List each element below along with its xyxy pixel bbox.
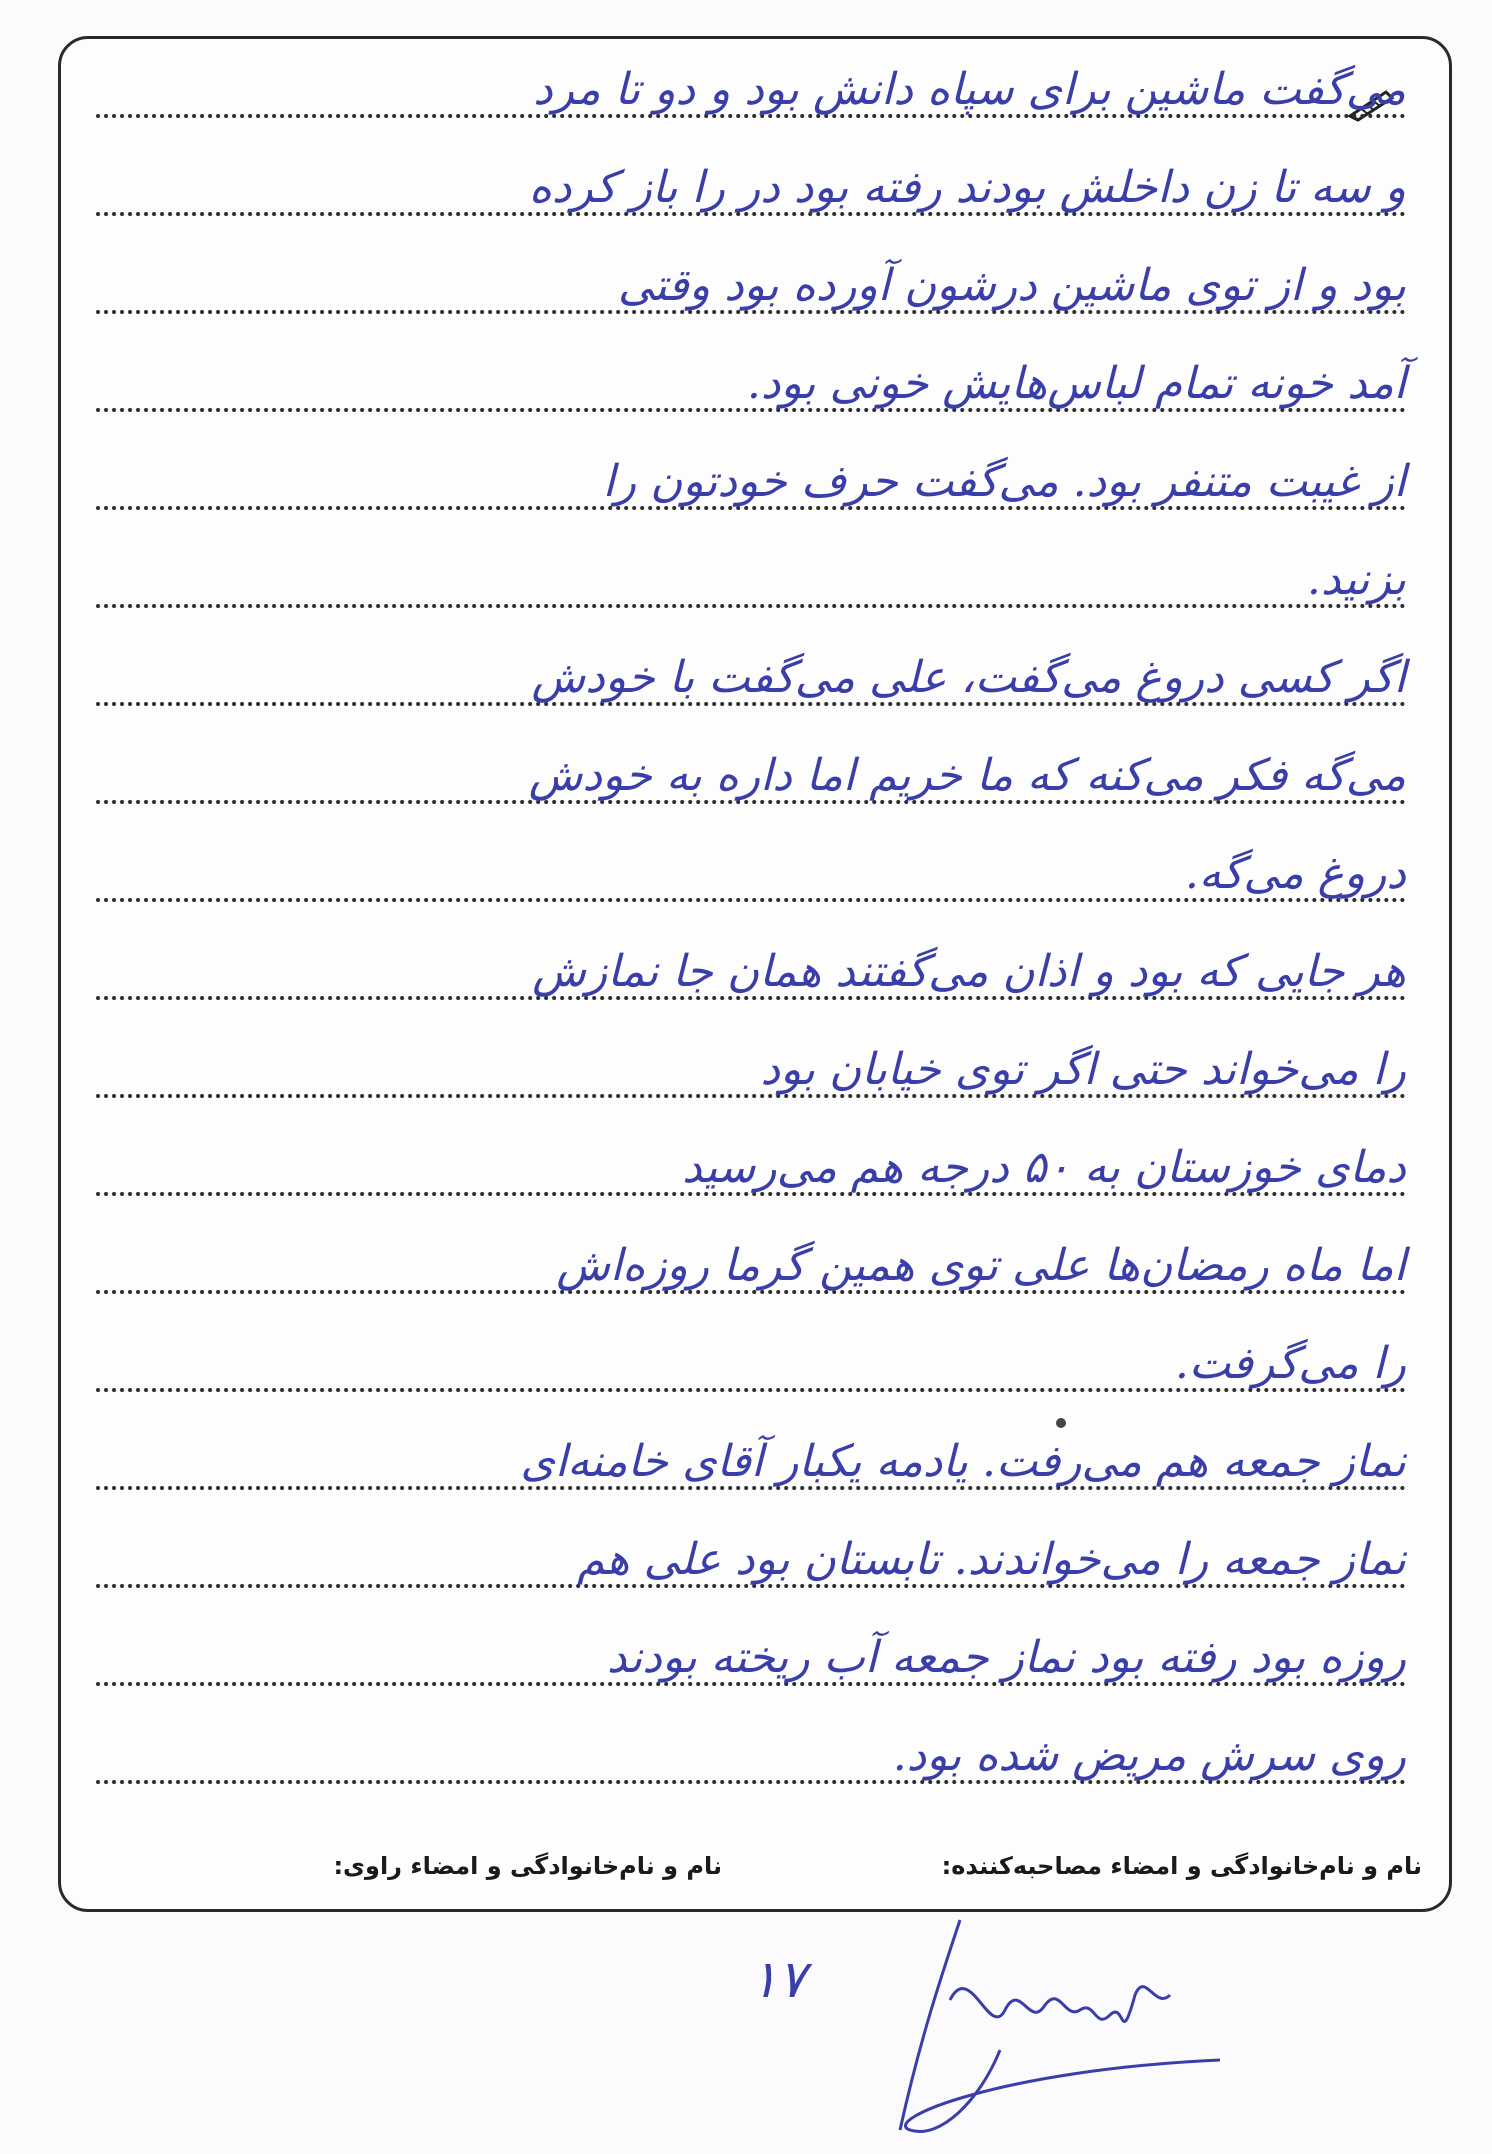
- handwritten-line: دمای خوزستان به ۵۰ درجه هم می‌رسید: [682, 1142, 1406, 1193]
- handwritten-line: را می‌خواند حتی اگر توی خیابان بود: [760, 1044, 1406, 1095]
- text-line: [96, 1420, 1406, 1500]
- text-line: [96, 930, 1406, 1010]
- handwritten-line: می‌گه فکر می‌کنه که ما خریم اما داره به خودش: [528, 750, 1406, 801]
- text-line: [96, 48, 1406, 128]
- text-line: [96, 1714, 1406, 1794]
- handwritten-line: بزنید.: [1306, 554, 1406, 605]
- narrator-signature-label: نام و نام‌خانوادگی و امضاء راوی:: [333, 1852, 722, 1880]
- handwritten-line: اگر کسی دروغ می‌گفت، علی می‌گفت با خودش: [531, 652, 1406, 703]
- text-line: [96, 244, 1406, 324]
- handwritten-line: روی سرش مریض شده بود.: [892, 1730, 1406, 1781]
- handwritten-line: اما ماه رمضان‌ها علی توی همین گرما روزه‌اش: [556, 1240, 1406, 1291]
- handwritten-line: نماز جمعه را می‌خواندند. تابستان بود علی هم: [577, 1534, 1406, 1585]
- text-line: [96, 734, 1406, 814]
- text-line: [96, 1028, 1406, 1108]
- handwritten-line: نماز جمعه هم می‌رفت. یادمه یکبار آقای خامنه‌ای: [520, 1436, 1406, 1487]
- handwritten-line: و سه تا زن داخلش بودند رفته بود در را باز کرده: [528, 162, 1406, 213]
- handwritten-line: روزه بود رفته بود نماز جمعه آب ریخته بودند: [606, 1632, 1406, 1683]
- text-line: [96, 146, 1406, 226]
- text-line: [96, 342, 1406, 422]
- text-line: [96, 1322, 1406, 1402]
- handwritten-line: آمد خونه تمام لباس‌هایش خونی بود.: [746, 358, 1406, 409]
- text-line: [96, 538, 1406, 618]
- handwritten-line: دروغ می‌گه.: [1184, 848, 1406, 899]
- text-line: [96, 1616, 1406, 1696]
- handwritten-line: بود و از توی ماشین درشون آورده بود وقتی: [617, 260, 1406, 311]
- interviewer-signature-label: نام و نام‌خانوادگی و امضاء مصاحبه‌کننده:: [941, 1852, 1422, 1880]
- handwritten-line: را می‌گرفت.: [1174, 1338, 1406, 1389]
- signature: [880, 1900, 1240, 2150]
- text-line: [96, 1518, 1406, 1598]
- handwritten-line: هر جایی که بود و اذان می‌گفتند همان جا نمازش: [532, 946, 1406, 997]
- text-line: [96, 832, 1406, 912]
- page-number: ۱۷: [750, 1950, 806, 2010]
- dotted-rule: [96, 604, 1406, 608]
- handwritten-line: از غیبت متنفر بود. می‌گفت حرف خودتون را: [602, 456, 1406, 507]
- text-line: [96, 440, 1406, 520]
- text-line: [96, 1224, 1406, 1304]
- handwritten-line: می‌گفت ماشین برای سپاه دانش بود و دو تا مرد: [533, 64, 1406, 115]
- text-line: [96, 636, 1406, 716]
- text-line: [96, 1126, 1406, 1206]
- ink-spot: [1056, 1418, 1066, 1428]
